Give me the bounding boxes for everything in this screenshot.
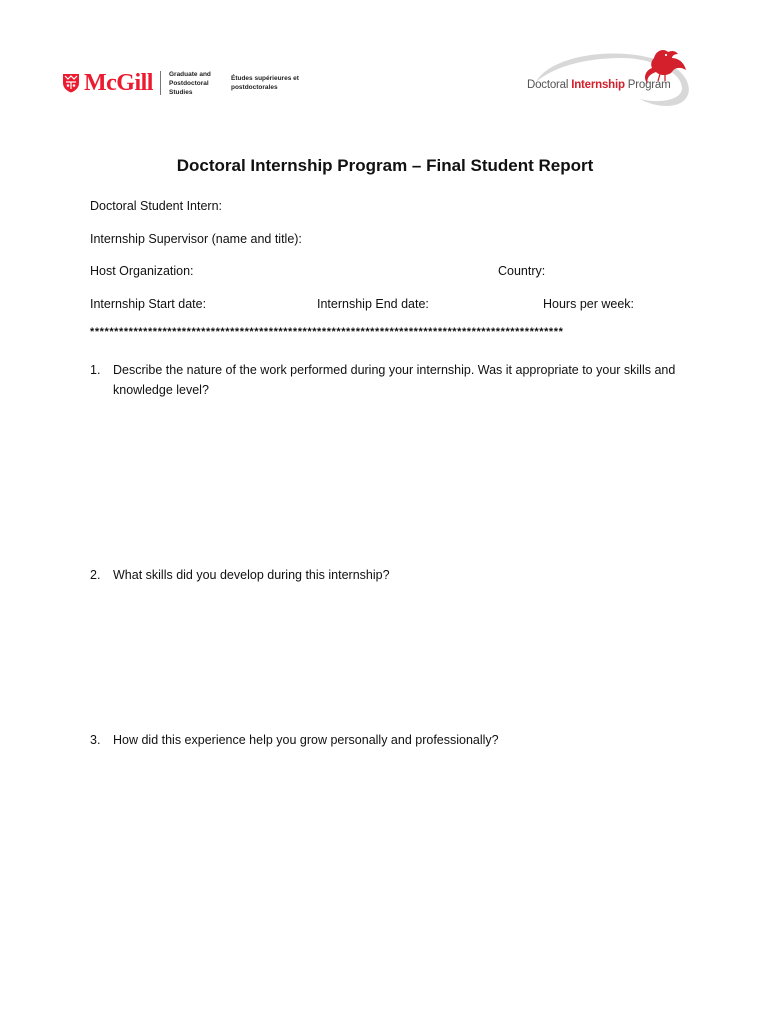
question-number: 3. <box>90 733 101 747</box>
question-number: 1. <box>90 363 101 377</box>
hours-per-week-label: Hours per week: <box>543 297 635 311</box>
question-text: Describe the nature of the work performed during your internship. Was it appropriate to your skills and knowledge level? <box>113 363 676 397</box>
country-label: Country: <box>498 264 546 278</box>
page-title: Doctoral Internship Program – Final Student Report <box>176 156 594 175</box>
program-logo-text: Doctoral Internship Program <box>527 79 671 91</box>
end-date-label: Internship End date: <box>317 297 429 311</box>
mcgill-logo <box>62 70 301 96</box>
supervisor-label: Internship Supervisor (name and title): <box>90 232 302 246</box>
logo-divider <box>160 71 161 95</box>
question-2 <box>0 565 770 585</box>
question-number: 2. <box>90 568 101 582</box>
mcgill-wordmark: McGill <box>84 70 153 96</box>
question-1 <box>0 360 770 400</box>
question-text: How did this experience help you grow personally and professionally? <box>113 733 499 747</box>
host-organization-label: Host Organization: <box>90 264 194 278</box>
unit-name-french: Études supérieures et postdoctorales <box>230 75 299 91</box>
program-logo <box>522 44 697 114</box>
asterisk-separator: ************************************************************************************************** <box>90 326 564 338</box>
student-intern-label: Doctoral Student Intern: <box>90 199 223 213</box>
question-text: What skills did you develop during this internship? <box>113 568 390 582</box>
start-date-label: Internship Start date: <box>90 297 207 311</box>
mcgill-crest-icon <box>62 73 80 93</box>
unit-name-english: Graduate and Postdoctoral Studies <box>168 70 211 96</box>
question-3 <box>0 730 770 750</box>
